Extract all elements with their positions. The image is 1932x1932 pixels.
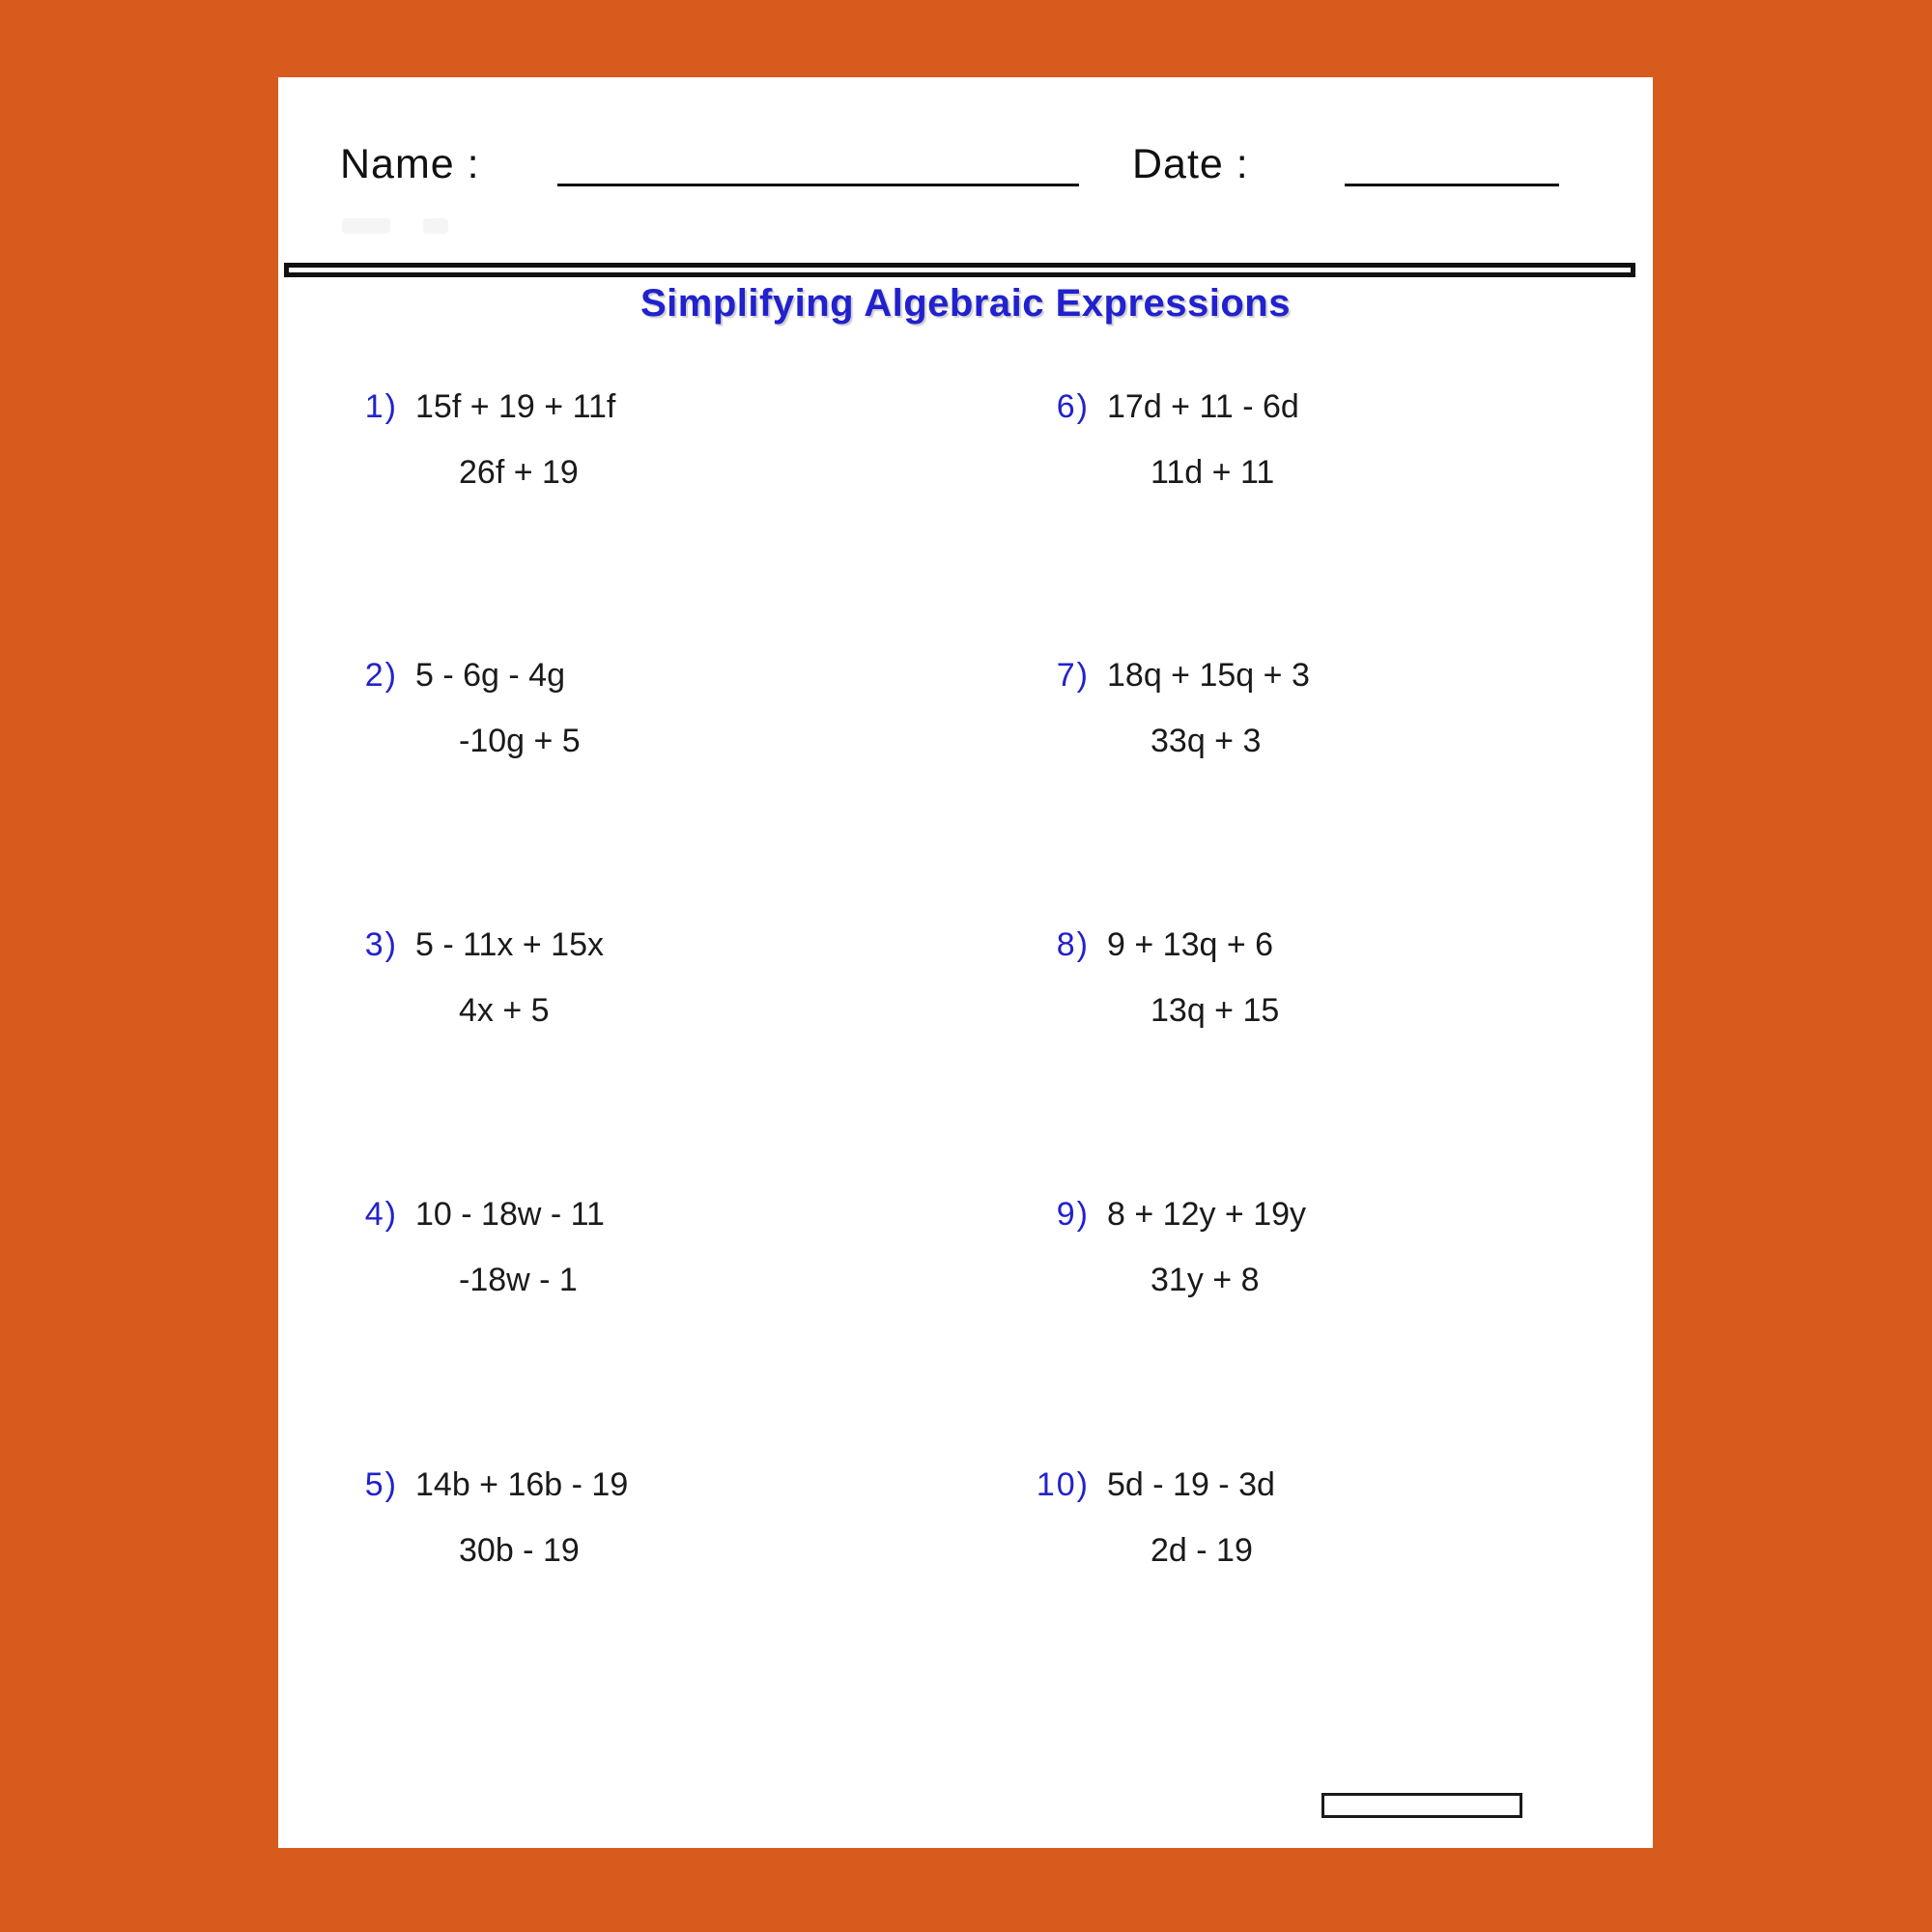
problem-answer: 11d + 11 [1151, 454, 1275, 491]
problem-answer: 33q + 3 [1151, 723, 1262, 759]
problem-answer: 13q + 15 [1151, 992, 1280, 1029]
problem-10 [1012, 1464, 1275, 1571]
problem-2 [321, 655, 581, 761]
problem-expression: 14b + 16b - 19 [415, 1466, 629, 1503]
problem-4 [321, 1194, 605, 1300]
problem-expression: 9 + 13q + 6 [1107, 926, 1274, 963]
problem-answer: -10g + 5 [459, 723, 581, 759]
name-label: Name : [340, 141, 480, 187]
problem-number: 9) [1056, 1196, 1090, 1233]
problem-number: 4) [364, 1196, 398, 1233]
problem-3 [321, 924, 604, 1031]
problem-expression: 18q + 15q + 3 [1107, 657, 1310, 694]
problem-9 [1012, 1194, 1306, 1300]
problem-expression: 10 - 18w - 11 [415, 1196, 605, 1233]
problem-number: 1) [364, 388, 398, 425]
problem-expression: 8 + 12y + 19y [1107, 1196, 1307, 1233]
faded-smudge [423, 218, 448, 234]
name-blank-line [557, 184, 1079, 186]
problem-number: 8) [1056, 926, 1090, 963]
problem-answer: 4x + 5 [459, 992, 550, 1029]
problem-answer: 2d - 19 [1151, 1532, 1253, 1569]
problem-1 [321, 386, 615, 493]
problem-expression: 5 - 11x + 15x [415, 926, 604, 963]
problem-5 [321, 1464, 628, 1571]
date-blank-line [1345, 184, 1559, 186]
problem-6 [1012, 386, 1299, 493]
problem-expression: 5d - 19 - 3d [1107, 1466, 1275, 1503]
problem-number: 3) [364, 926, 398, 963]
problem-expression: 5 - 6g - 4g [415, 657, 565, 694]
worksheet-title: Simplifying Algebraic Expressions [640, 282, 1291, 325]
faded-smudge [342, 218, 390, 234]
date-label: Date : [1132, 141, 1249, 187]
problem-7 [1012, 655, 1310, 761]
problem-number: 2) [364, 657, 398, 694]
header-divider-rule [284, 263, 1635, 277]
problem-answer: -18w - 1 [459, 1262, 578, 1298]
problem-answer: 30b - 19 [459, 1532, 580, 1569]
problem-expression: 15f + 19 + 11f [415, 388, 616, 425]
problem-number: 10) [1036, 1466, 1090, 1503]
problem-answer: 31y + 8 [1151, 1262, 1260, 1298]
empty-footer-box [1321, 1793, 1522, 1818]
problem-number: 5) [364, 1466, 398, 1503]
problem-number: 6) [1056, 388, 1090, 425]
problem-number: 7) [1056, 657, 1090, 694]
problem-8 [1012, 924, 1279, 1031]
problem-expression: 17d + 11 - 6d [1107, 388, 1299, 425]
worksheet-page [278, 77, 1653, 1848]
problem-answer: 26f + 19 [459, 454, 579, 491]
